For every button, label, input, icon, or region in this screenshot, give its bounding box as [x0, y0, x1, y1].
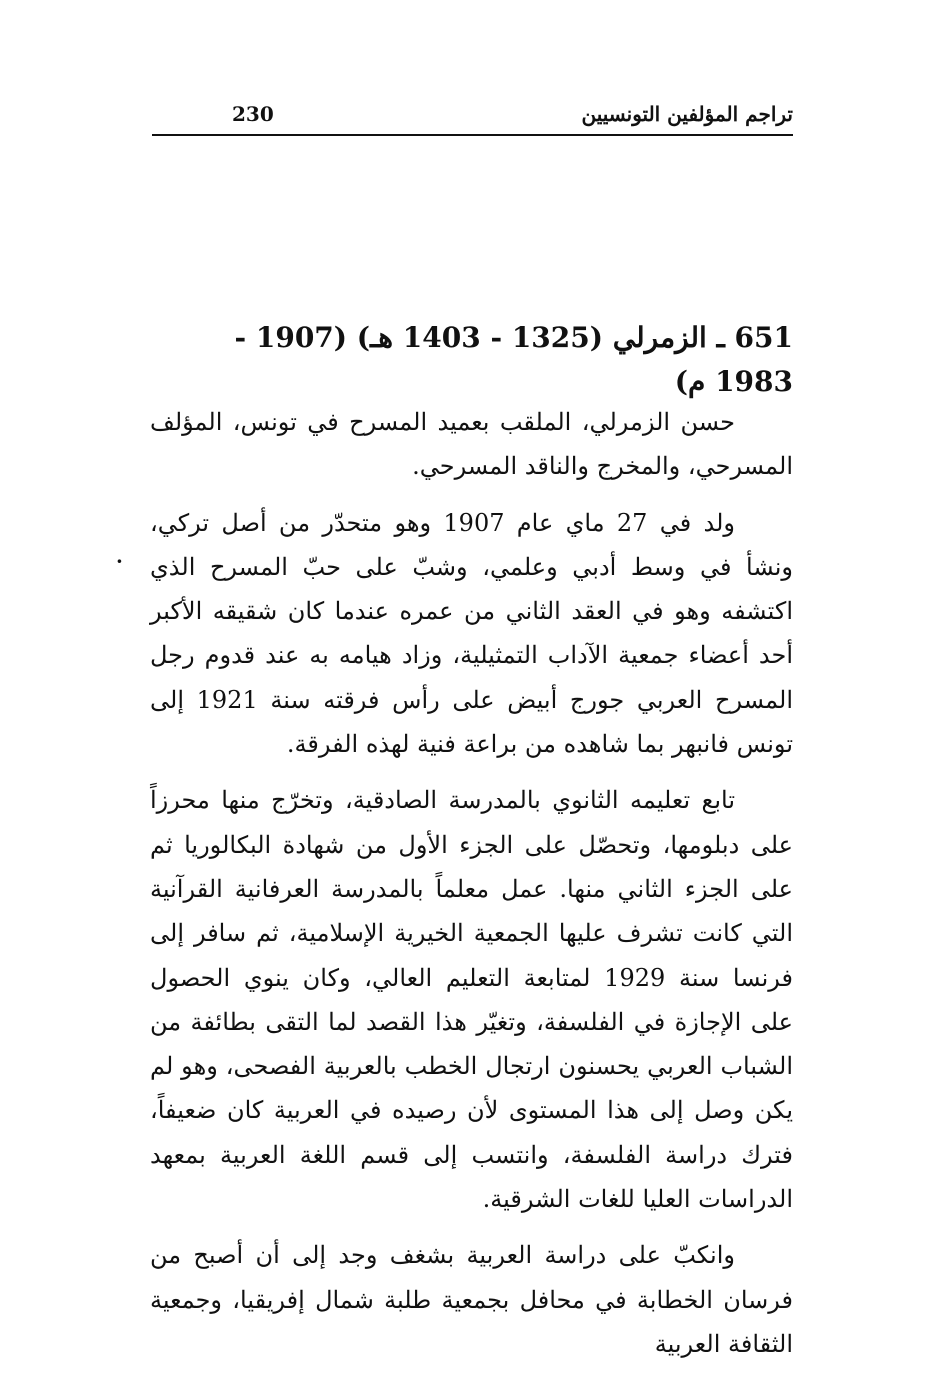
running-title: تراجم المؤلفين التونسيين: [581, 102, 793, 126]
entry-title: 651 ـ الزمرلي (1325 - 1403 هـ) (1907 - 1983 م): [234, 321, 793, 398]
paragraph: تابع تعليمه الثانوي بالمدرسة الصادقية، وتخرّج منها محرزاً على دبلومها، وتحصّل على الجزء الأول من شهادة البكالوريا ثم على الجزء الثاني منها. عمل معلماً بالمدرسة العرفانية القرآنية التي كانت تشرف عليها الجمعية الخيرية الإسلامية، ثم سافر إلى فرنسا سنة 1929 لمتابعة التعليم العالي، وكان ينوي الحصول على الإجازة في الفلسفة، وتغيّر هذا القصد لما التقى بطائفة من الشباب العربي يحسنون ارتجال الخطب بالعربية الفصحى، وهو لم يكن وصل إلى هذا المستوى لأن رصيده في العربية كان ضعيفاً، فترك دراسة الفلسفة، وانتسب إلى قسم اللغة العربية بمعهد الدراسات العليا للغات الشرقية.: [150, 786, 794, 1214]
paragraph: حسن الزمرلي، الملقب بعميد المسرح في تونس، المؤلف المسرحي، والمخرج والناقد المسرحي.: [150, 408, 793, 481]
paragraph: ولد في 27 ماي عام 1907 وهو متحدّر من أصل تركي، ونشأ في وسط أدبي وعلمي، وشبّ على حبّ المسرح الذي اكتشفه وهو في العقد الثاني من عمره عندما كان شقيقه الأكبر أحد أعضاء جمعية الآداب التمثيلية، وزاد هيامه به عند قدوم رجل المسرح العربي جورج أبيض على رأس فرقته سنة 1921 إلى تونس فانبهر بما شاهده من براعة فنية لهذه الفرقة.: [150, 508, 793, 759]
page-number: 230: [232, 102, 274, 126]
paragraph: وانكبّ على دراسة العربية بشغف وجد إلى أن أصبح من فرسان الخطابة في محافل بجمعية طلبة شمال إفريقيا، وجمعية الثقافة العربية: [150, 1241, 793, 1358]
margin-mark: ·: [115, 545, 124, 578]
entry-body: [150, 400, 793, 1378]
page-header: [152, 98, 793, 136]
